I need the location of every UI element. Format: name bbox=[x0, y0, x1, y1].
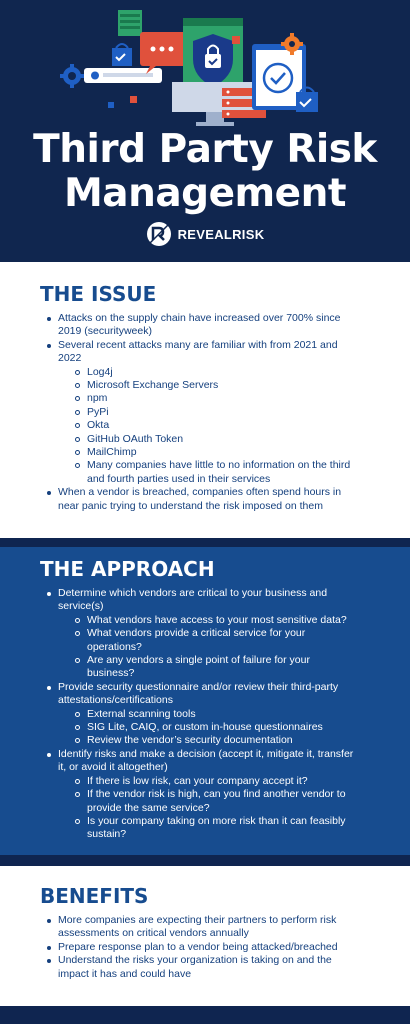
list-item bbox=[45, 486, 355, 513]
sub-list-item: Are any vendors a single point of failure for your business? bbox=[58, 654, 355, 681]
approach-heading: THE APPROACH bbox=[40, 557, 215, 581]
sub-list bbox=[58, 708, 355, 748]
header-banner bbox=[0, 0, 410, 262]
chat-bubble-icon bbox=[140, 32, 186, 74]
sub-list-item: npm bbox=[58, 392, 355, 405]
issue-heading: THE ISSUE bbox=[40, 282, 157, 306]
list-item-text: Provide security questionnaire and/or review their third-party attestations/certifications bbox=[58, 680, 339, 707]
list-item bbox=[45, 681, 355, 748]
footer-bar bbox=[0, 1006, 410, 1024]
benefits-list bbox=[45, 914, 355, 981]
shopping-bag-check-icon bbox=[112, 44, 132, 66]
sub-list-item: Okta bbox=[58, 419, 355, 432]
sub-list-item: What vendors provide a critical service for your operations? bbox=[58, 627, 355, 654]
list-item-text: Several recent attacks many are familiar with from 2021 and 2022 bbox=[58, 338, 338, 365]
brand-logo bbox=[0, 219, 410, 249]
list-item bbox=[45, 954, 355, 981]
header-illustration bbox=[0, 0, 410, 128]
page-title bbox=[0, 128, 410, 216]
sub-list-item: What vendors have access to your most sensitive data? bbox=[58, 614, 355, 627]
approach-list bbox=[45, 587, 355, 842]
sub-list-item: Many companies have little to no information on the third and fourth parties used in their services bbox=[58, 459, 355, 486]
sub-list-item: Log4j bbox=[58, 366, 355, 379]
sub-list-item: PyPi bbox=[58, 406, 355, 419]
issue-list bbox=[45, 312, 355, 513]
sub-list-item: MailChimp bbox=[58, 446, 355, 459]
brand-name: REVEALRISK bbox=[177, 226, 265, 242]
benefits-section bbox=[0, 866, 410, 1006]
revealrisk-logo-icon bbox=[146, 221, 172, 247]
sub-list-item: Review the vendor’s security documentation bbox=[58, 734, 355, 747]
sub-list bbox=[58, 614, 355, 681]
list-item-text: Attacks on the supply chain have increased over 700% since 2019 (securityweek) bbox=[58, 312, 341, 338]
gear-icon bbox=[60, 64, 84, 88]
sub-list-item: GitHub OAuth Token bbox=[58, 433, 355, 446]
benefits-heading: BENEFITS bbox=[40, 884, 149, 908]
sub-list-item: If the vendor risk is high, can you find another vendor to provide the same service? bbox=[58, 788, 355, 815]
list-item bbox=[45, 914, 355, 941]
sub-list-item: Microsoft Exchange Servers bbox=[58, 379, 355, 392]
sub-list bbox=[58, 775, 355, 842]
page-title-line2: Management bbox=[63, 171, 347, 216]
sub-list-item: Is your company taking on more risk than it can feasibly sustain? bbox=[58, 815, 355, 842]
list-item-text: More companies are expecting their partners to perform risk assessments on critical vendors annually bbox=[58, 914, 337, 940]
list-item-text: Determine which vendors are critical to your business and service(s) bbox=[58, 587, 328, 613]
list-item bbox=[45, 941, 355, 954]
list-item-text: When a vendor is breached, companies often spend hours in near panic trying to understand the risk imposed on them bbox=[58, 486, 342, 512]
list-item bbox=[45, 339, 355, 486]
sub-list-item: SIG Lite, CAIQ, or custom in-house questionnaires bbox=[58, 721, 355, 734]
list-item bbox=[45, 587, 355, 681]
list-item bbox=[45, 748, 355, 842]
page-title-line1: Third Party Risk bbox=[33, 127, 377, 172]
approach-section bbox=[0, 547, 410, 855]
sub-list-item: If there is low risk, can your company accept it? bbox=[58, 775, 355, 788]
list-item-text: Identify risks and make a decision (accept it, mitigate it, transfer it, or avoid it altogether) bbox=[58, 747, 354, 774]
section-divider bbox=[0, 855, 410, 866]
list-item-text: Understand the risks your organization is taking on and the impact it has and could have bbox=[58, 954, 332, 980]
list-item-text: Prepare response plan to a vendor being attacked/breached bbox=[58, 940, 338, 953]
sub-list-item: External scanning tools bbox=[58, 708, 355, 721]
issue-section bbox=[0, 262, 410, 538]
sub-list bbox=[58, 366, 355, 487]
list-item bbox=[45, 312, 355, 339]
section-divider bbox=[0, 538, 410, 547]
